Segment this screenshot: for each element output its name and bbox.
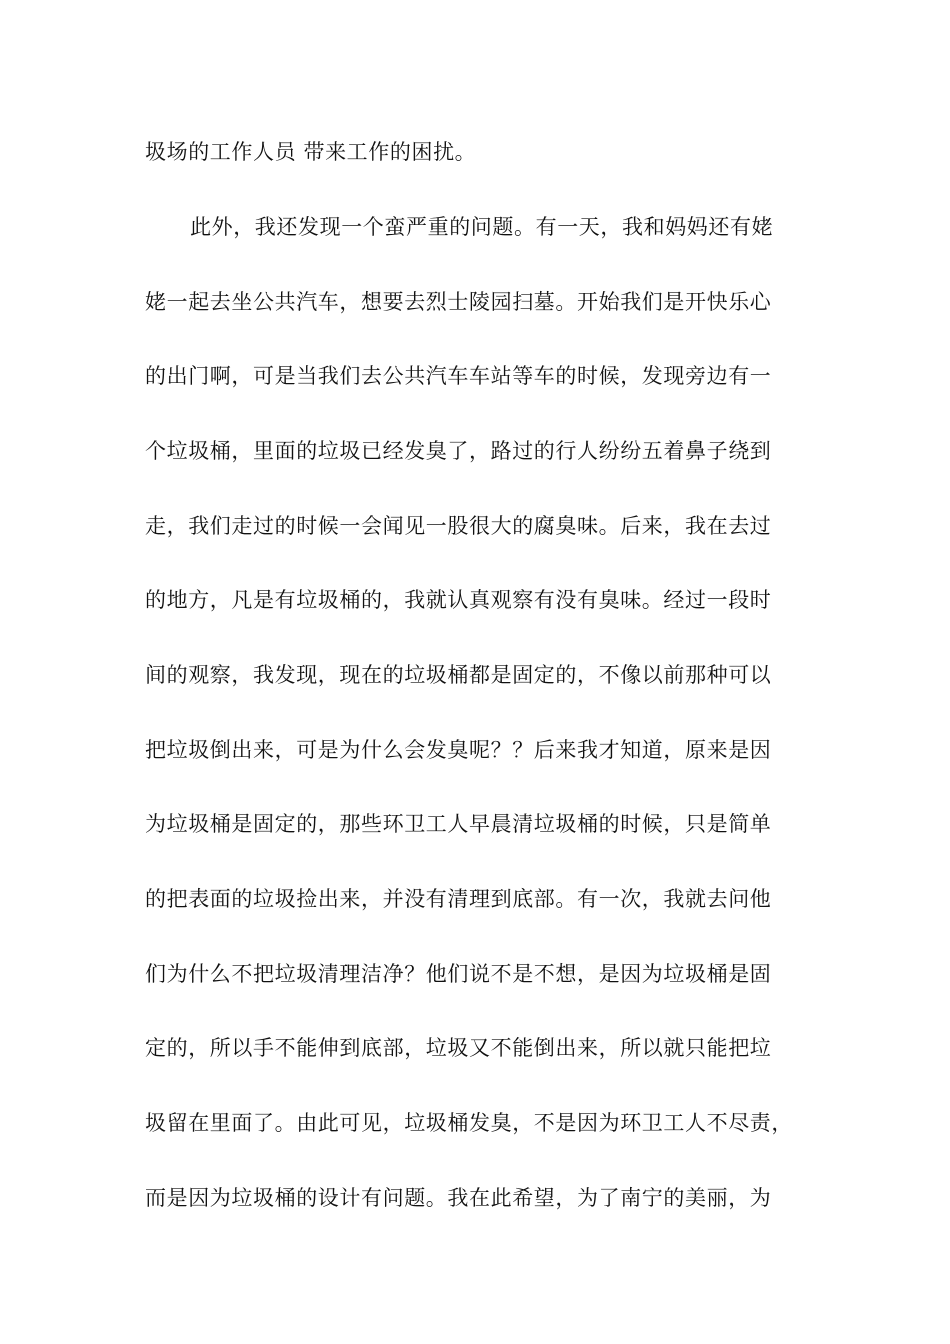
text-line-9: 把垃圾倒出来，可是为什么会发臭呢？？后来我才知道，原来是因: [145, 738, 772, 762]
text-line-11: 的把表面的垃圾捡出来，并没有清理到底部。有一次，我就去问他: [145, 887, 772, 911]
text-line-2: 此外，我还发现一个蛮严重的问题。有一天，我和妈妈还有姥: [190, 215, 774, 239]
text-line-8: 间的观察，我发现，现在的垃圾桶都是固定的，不像以前那种可以: [145, 663, 772, 687]
text-line-15: 而是因为垃圾桶的设计有问题。我在此希望，为了南宁的美丽，为: [145, 1186, 772, 1210]
text-line-1: 圾场的工作人员 带来工作的困扰。: [145, 140, 477, 164]
text-line-7: 的地方，凡是有垃圾桶的，我就认真观察有没有臭味。经过一段时: [145, 588, 772, 612]
text-line-3: 姥一起去坐公共汽车，想要去烈士陵园扫墓。开始我们是开快乐心: [145, 290, 772, 314]
text-line-5: 个垃圾桶，里面的垃圾已经发臭了，路过的行人纷纷五着鼻子绕到: [145, 439, 772, 463]
text-line-10: 为垃圾桶是固定的，那些环卫工人早晨清垃圾桶的时候，只是简单: [145, 812, 772, 836]
text-line-13: 定的，所以手不能伸到底部，垃圾又不能倒出来，所以就只能把垃: [145, 1036, 772, 1060]
text-line-12: 们为什么不把垃圾清理洁净？他们说不是不想，是因为垃圾桶是固: [145, 962, 772, 986]
text-line-6: 走，我们走过的时候一会闻见一股很大的腐臭味。后来，我在去过: [145, 514, 772, 538]
text-line-4: 的出门啊，可是当我们去公共汽车车站等车的时候，发现旁边有一: [145, 364, 772, 388]
text-line-14: 圾留在里面了。由此可见，垃圾桶发臭，不是因为环卫工人不尽责，: [145, 1111, 793, 1135]
